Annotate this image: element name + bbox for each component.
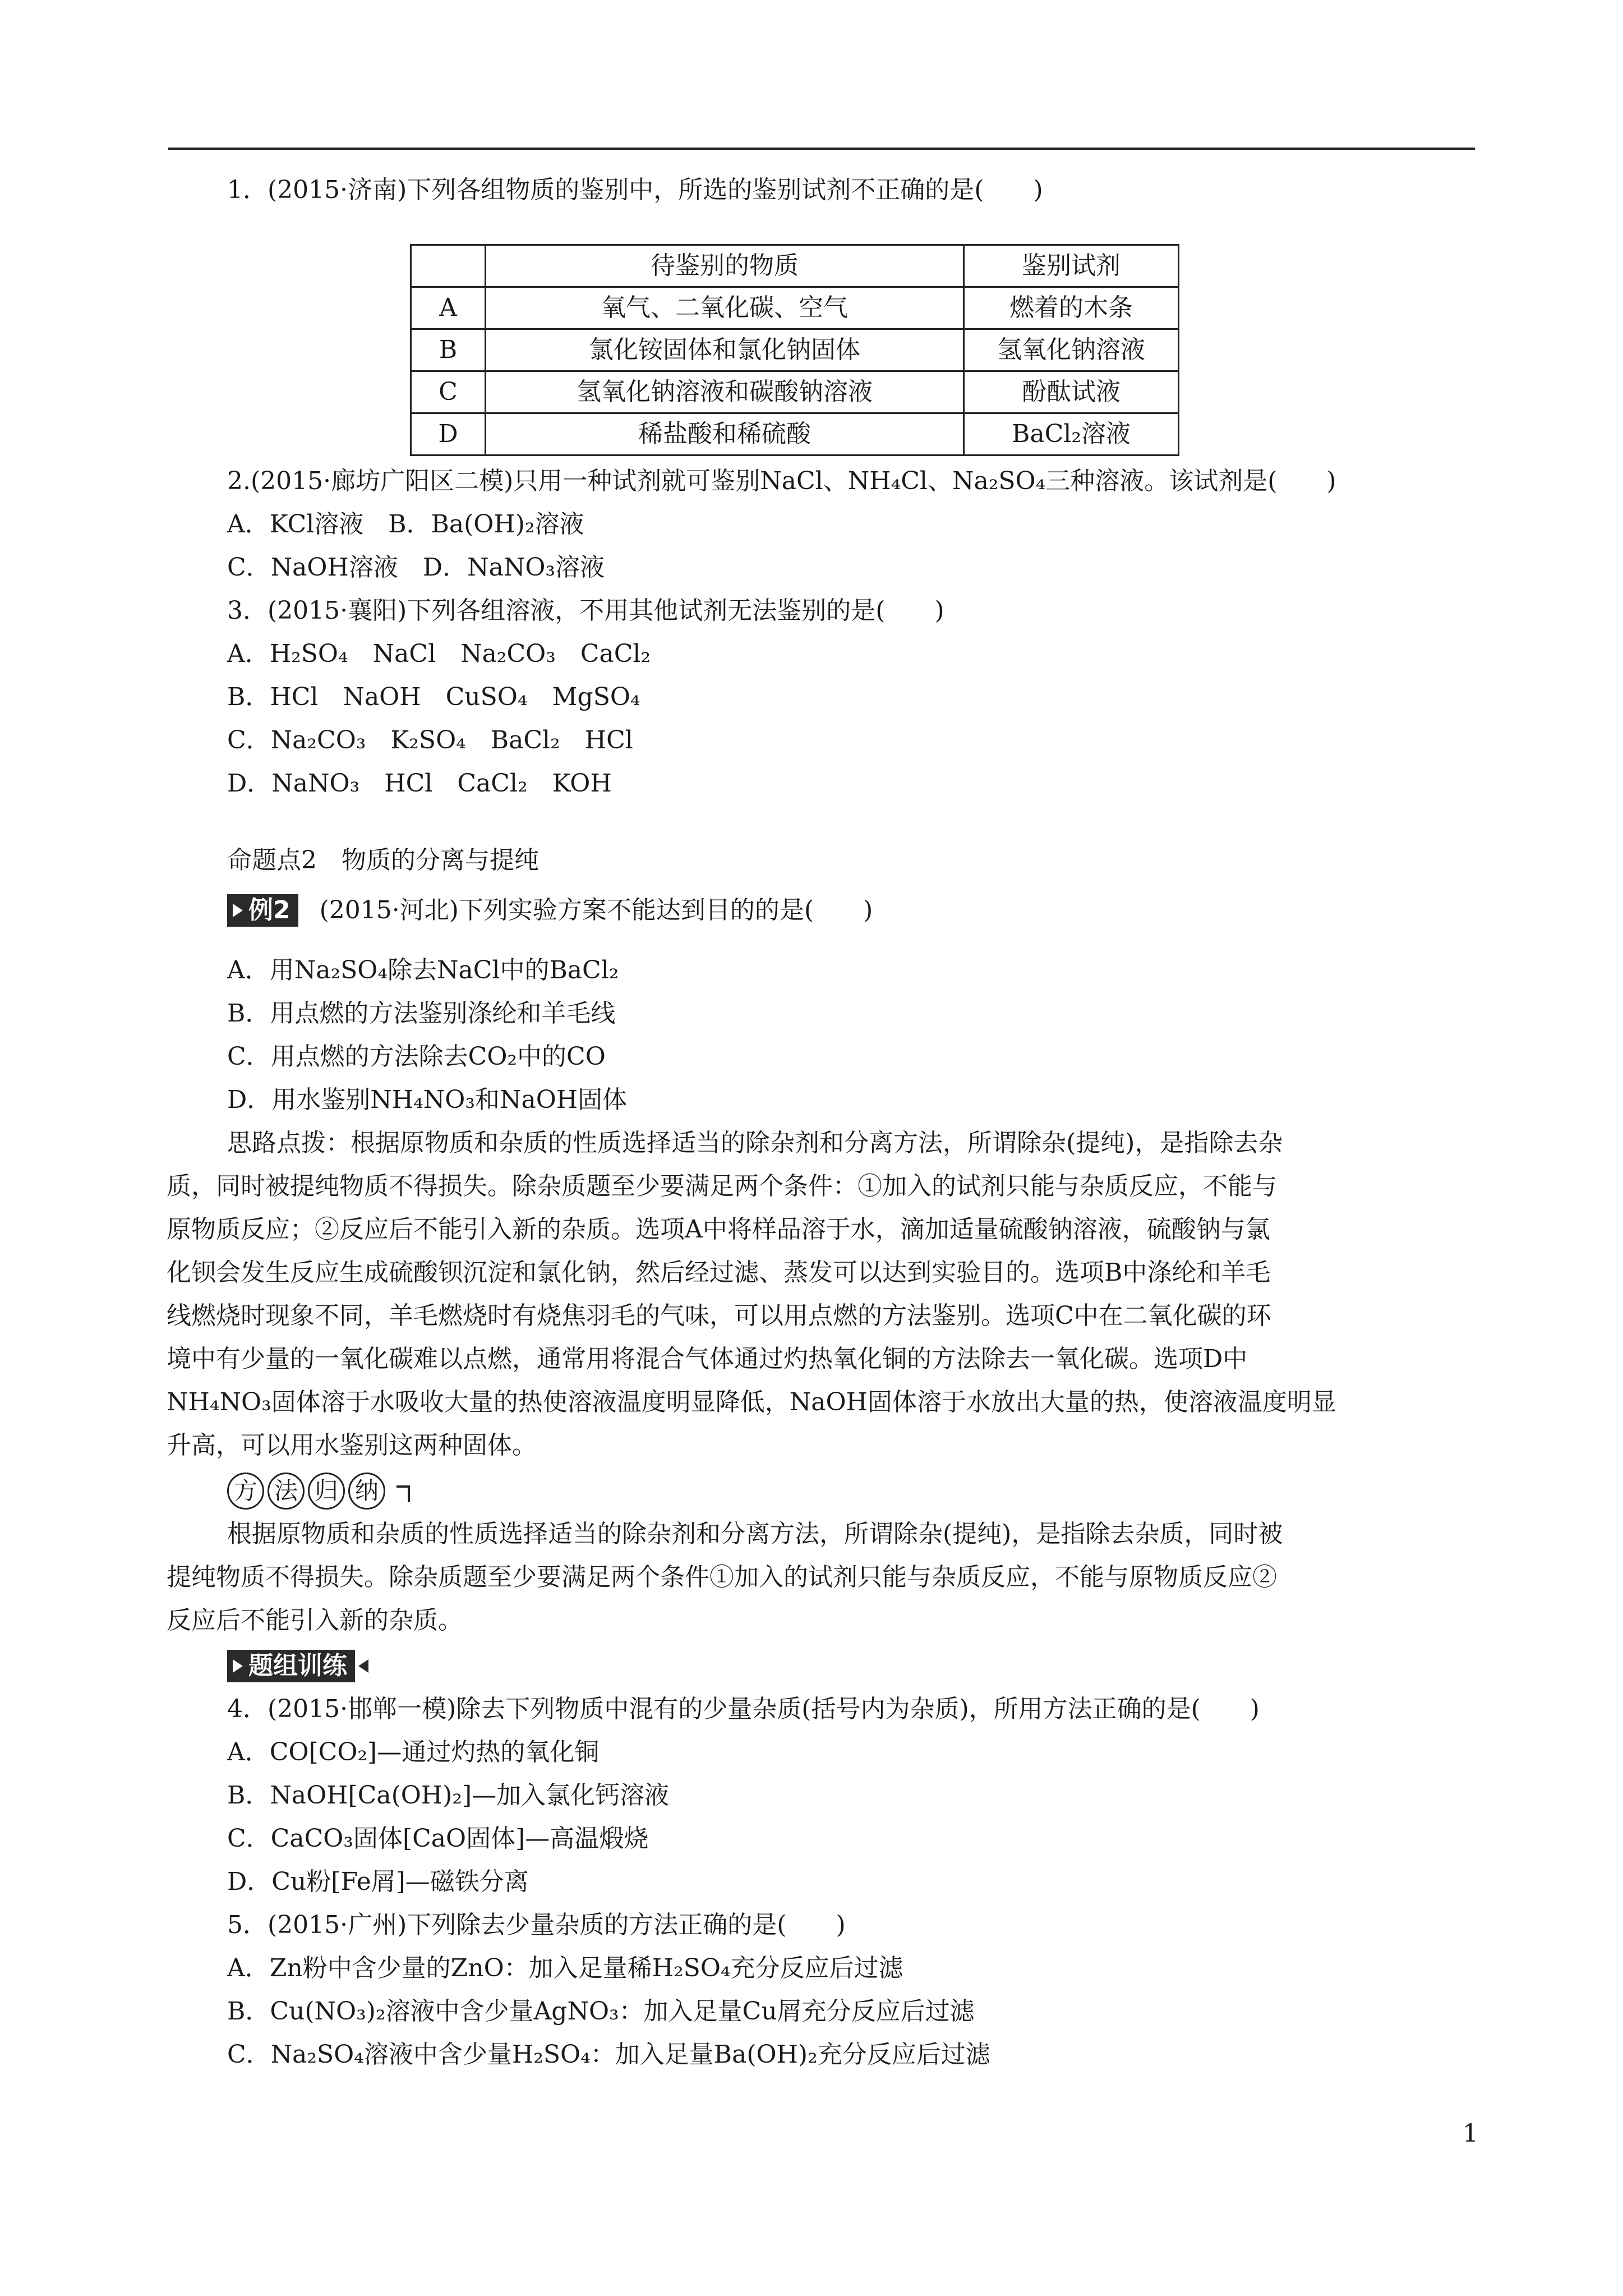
- method-line: 反应后不能引入新的杂质。: [167, 1606, 463, 1635]
- method-char: 法: [268, 1473, 305, 1510]
- table-cell: B: [411, 329, 486, 371]
- top-rule: [168, 148, 1475, 150]
- question-3: 3．(2015·襄阳)下列各组溶液，不用其他试剂无法鉴别的是( ): [227, 596, 944, 625]
- method-line: 根据原物质和杂质的性质选择适当的除杂剂和分离方法，所谓除杂(提纯)，是指除去杂质，同时被: [227, 1520, 1283, 1548]
- table-cell: 氯化铵固体和氯化钠固体: [486, 329, 964, 371]
- question-3-option: C．Na₂CO₃ K₂SO₄ BaCl₂ HCl: [227, 726, 633, 754]
- analysis-line: 升高，可以用水鉴别这两种固体。: [167, 1431, 537, 1460]
- table-row: [411, 287, 1179, 329]
- question-2-options-cd: C．NaOH溶液 D．NaNO₃溶液: [227, 553, 605, 582]
- example-2-option: D．用水鉴别NH₄NO₃和NaOH固体: [227, 1085, 628, 1114]
- analysis-line: 思路点拨：根据原物质和杂质的性质选择适当的除杂剂和分离方法，所谓除杂(提纯)，是指除去杂: [227, 1129, 1283, 1157]
- table-row: [411, 329, 1179, 371]
- question-5-option: B．Cu(NO₃)₂溶液中含少量AgNO₃：加入足量Cu屑充分反应后过滤: [227, 1997, 975, 2026]
- question-1: 1．(2015·济南)下列各组物质的鉴别中，所选的鉴别试剂不正确的是( ): [227, 176, 1043, 204]
- analysis-line: 化钡会发生反应生成硫酸钡沉淀和氯化钠，然后经过滤、蒸发可以达到实验目的。选项B中涤纶和羊毛: [167, 1258, 1271, 1287]
- corner-arrow-icon: [396, 1485, 410, 1502]
- analysis-paragraph: [167, 1121, 1478, 1467]
- analysis-line: 质，同时被提纯物质不得损失。除杂质题至少要满足两个条件：①加入的试剂只能与杂质反应，不能与: [167, 1172, 1277, 1200]
- question-5-option: A．Zn粉中含少量的ZnO：加入足量稀H₂SO₄充分反应后过滤: [227, 1954, 903, 1982]
- question-4-option: B．NaOH[Ca(OH)₂]—加入氯化钙溶液: [227, 1781, 670, 1810]
- table-row: [411, 413, 1179, 455]
- play-triangle-icon: [233, 904, 243, 917]
- analysis-line: NH₄NO₃固体溶于水吸收大量的热使溶液温度明显降低，NaOH固体溶于水放出大量的热，使溶液温度明显: [167, 1388, 1336, 1416]
- table-cell: A: [411, 287, 486, 329]
- question-5-option: C．Na₂SO₄溶液中含少量H₂SO₄：加入足量Ba(OH)₂充分反应后过滤: [227, 2040, 990, 2069]
- training-heading: [227, 1644, 1478, 1687]
- table-cell: 氢氧化钠溶液: [964, 329, 1179, 371]
- play-triangle-icon: [233, 1659, 243, 1673]
- table-cell: D: [411, 413, 486, 455]
- table-cell: 鉴别试剂: [964, 245, 1179, 287]
- question-5: 5．(2015·广州)下列除去少量杂质的方法正确的是( ): [227, 1911, 846, 1939]
- table-cell: BaCl₂溶液: [964, 413, 1179, 455]
- method-summary-badge: [227, 1469, 1478, 1512]
- table-cell: 燃着的木条: [964, 287, 1179, 329]
- method-line: 提纯物质不得损失。除杂质题至少要满足两个条件①加入的试剂只能与杂质反应，不能与原物质反应②: [167, 1563, 1277, 1591]
- question-3-option: D．NaNO₃ HCl CaCl₂ KOH: [227, 769, 612, 798]
- question-3-option: A．H₂SO₄ NaCl Na₂CO₃ CaCl₂: [227, 639, 651, 668]
- table-cell: 氢氧化钠溶液和碳酸钠溶液: [486, 371, 964, 413]
- example-tag: 例2: [227, 894, 298, 927]
- question-3-option: B．HCl NaOH CuSO₄ MgSO₄: [227, 683, 640, 711]
- question-2-options-ab: A．KCl溶液 B．Ba(OH)₂溶液: [227, 510, 584, 539]
- section-title: 命题点2 物质的分离与提纯: [227, 846, 539, 875]
- analysis-line: 线燃烧时现象不同，羊毛燃烧时有烧焦羽毛的气味，可以用点燃的方法鉴别。选项C中在二氧化碳的环: [167, 1301, 1271, 1330]
- analysis-line: 境中有少量的一氧化碳难以点燃，通常用将混合气体通过灼热氧化铜的方法除去一氧化碳。选项D中: [167, 1345, 1248, 1373]
- training-tag: 题组训练: [227, 1650, 355, 1682]
- question-4-option: C．CaCO₃固体[CaO固体]—高温煅烧: [227, 1824, 649, 1853]
- example-2-heading: [227, 889, 1478, 932]
- method-paragraph: [167, 1512, 1478, 1642]
- table-row: [411, 371, 1179, 413]
- question-4-option: D．Cu粉[Fe屑]—磁铁分离: [227, 1867, 529, 1896]
- example-2-option: A．用Na₂SO₄除去NaCl中的BaCl₂: [227, 956, 619, 984]
- example-2-question: (2015·河北)下列实验方案不能达到目的的是( ): [319, 896, 873, 924]
- table-header-row: [411, 245, 1179, 287]
- table-cell: 氧气、二氧化碳、空气: [486, 287, 964, 329]
- question-4: 4．(2015·邯郸一模)除去下列物质中混有的少量杂质(括号内为杂质)，所用方法正确的是( ): [227, 1695, 1260, 1723]
- example-2-option: C．用点燃的方法除去CO₂中的CO: [227, 1042, 606, 1071]
- back-triangle-icon: [358, 1659, 368, 1673]
- table-cell: [411, 245, 486, 287]
- question-1-table: [410, 244, 1179, 456]
- question-4-option: A．CO[CO₂]—通过灼热的氧化铜: [227, 1738, 600, 1766]
- analysis-line: 原物质反应；②反应后不能引入新的杂质。选项A中将样品溶于水，滴加适量硫酸钠溶液，硫酸钠与氯: [167, 1215, 1270, 1244]
- table-cell: 待鉴别的物质: [486, 245, 964, 287]
- example-2-option: B．用点燃的方法鉴别涤纶和羊毛线: [227, 999, 616, 1028]
- method-char: 归: [308, 1473, 345, 1510]
- table-cell: C: [411, 371, 486, 413]
- method-char: 方: [227, 1473, 264, 1510]
- table-cell: 稀盐酸和稀硫酸: [486, 413, 964, 455]
- method-char: 纳: [348, 1473, 385, 1510]
- document-page: [167, 168, 1478, 2076]
- table-cell: 酚酞试液: [964, 371, 1179, 413]
- question-2: 2.(2015·廊坊广阳区二模)只用一种试剂就可鉴别NaCl、NH₄Cl、Na₂SO₄三种溶液。该试剂是( ): [227, 467, 1336, 495]
- page-number: 1: [1463, 2119, 1478, 2148]
